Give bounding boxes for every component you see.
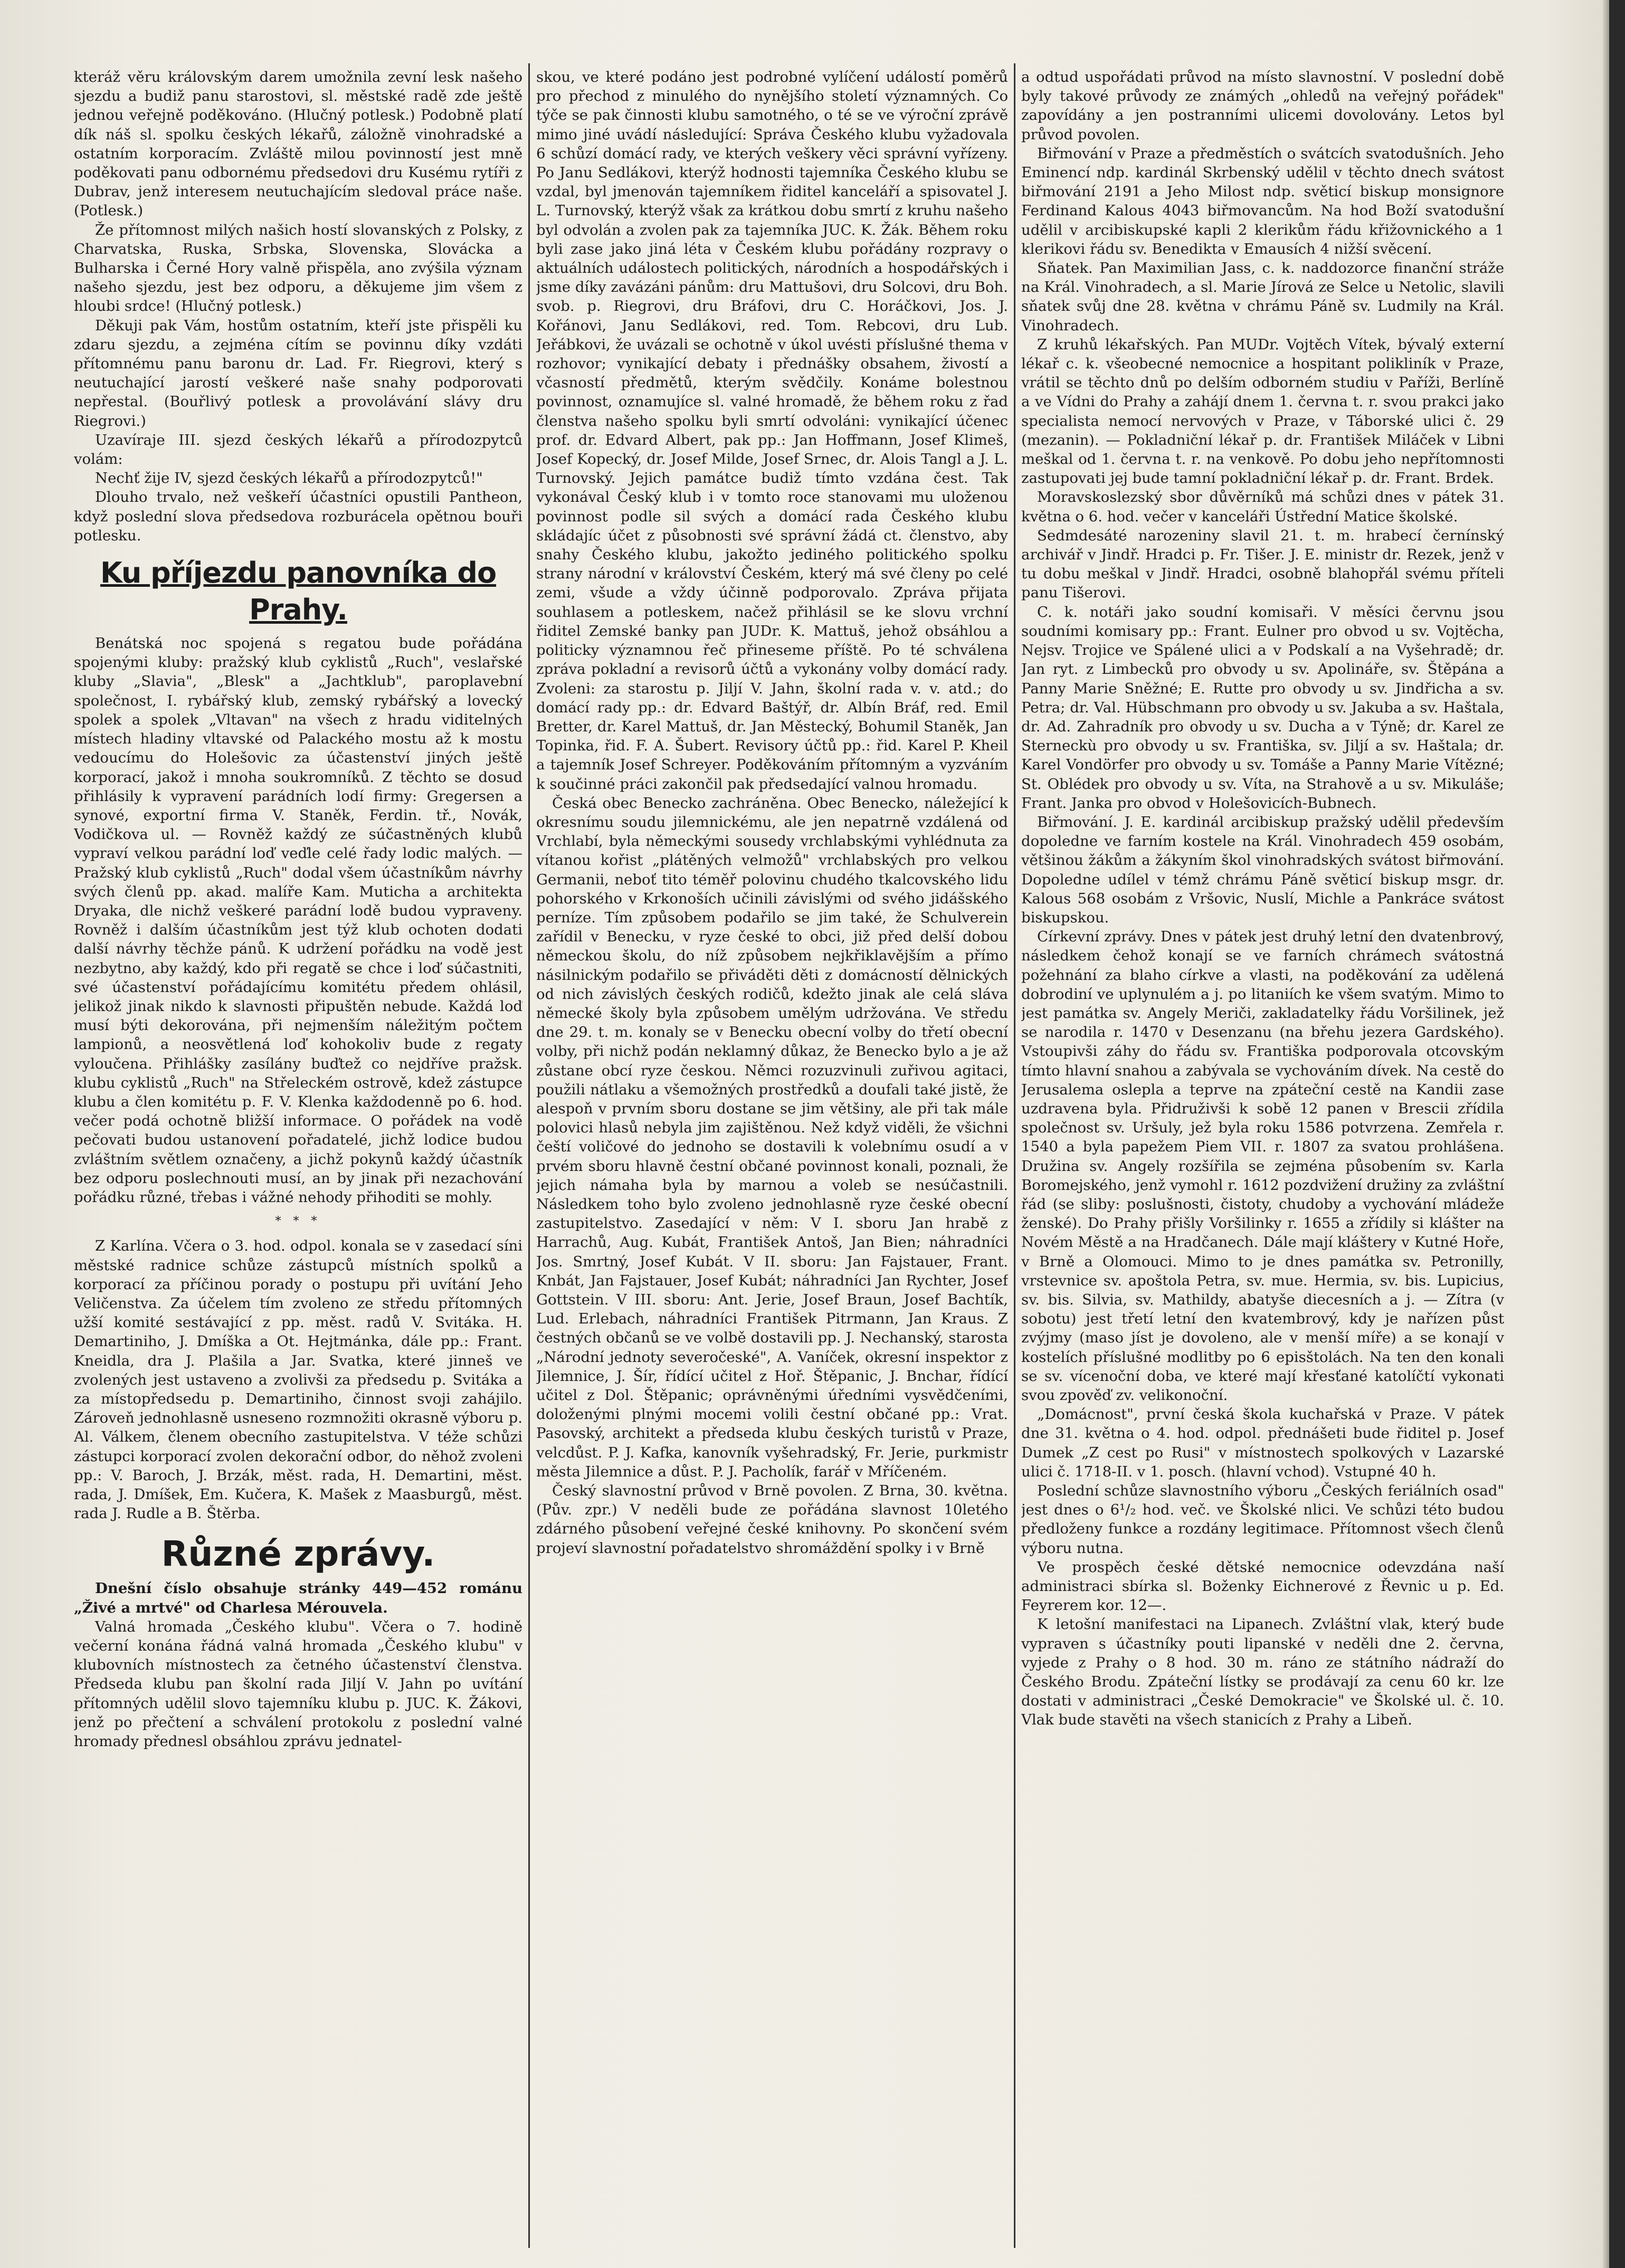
section-headline: Ku příjezdu panovníka do Prahy. (100, 556, 497, 627)
paragraph: „Domácnost", první česká škola kuchařská v Praze. V pátek dne 31. května o 4. hod. odpol. přednášeti bude řiditel p. Josef Dumek „Z cest po Rusi" v místnostech spolkových v Lazarské ulici č. 1718-II. v 1. posch. (hlavní vchod). Vstupné 40 h. (1021, 1406, 1504, 1480)
paragraph: Biřmování. J. E. kardinál arcibiskup pražský udělil především dopoledne ve farním kostele na Král. Vinohradech 459 osobám, většinou žákům a žákyním škol vinohradských svátost biřmování. Dopoledne udílel v témž chrámu Páně světicí biskup msgr. dr. Kalous 568 osobám z Vršovic, Nuslí, Michle a Pankráce svátost biskupskou. (1021, 813, 1504, 926)
paragraph: Český slavnostní průvod v Brně povolen. Z Brna, 30. května. (Pův. zpr.) V neděli bude ze pořádána slavnost 10letého zdárného působení veřejné české knihovny. Po skončení svém projeví slavnostní pořadatelstvo shromáždění spolky i v Brně (536, 1482, 1008, 1557)
paragraph: Valná hromada „Českého klubu". Včera o 7. hodině večerní konána řádná valná hromada „Českého klubu" v klubovních místnostech za četného účastenství členstva. Předseda klubu pan školní rada Jiljí V. Jahn po uvítání přítomných udělil slovo tajemníku klubu p. JUC. K. Žákovi, jenž po přečtení a schválení protokolu z poslední valné hromady přednesl obsáhlou zprávu jednatel- (74, 1618, 522, 1750)
paragraph: Z kruhů lékařských. Pan MUDr. Vojtěch Vítek, bývalý externí lékař c. k. všeobecné nemocnice a hospitant polikliník v Praze, vrátil se těchto dnů po delším odborném studiu v Paříži, Berlíně a ve Vídni do Prahy a zahájí dnem 1. června t. r. svou prakci jako specialista nemocí nervových v Praze, v Táborské ulici č. 29 (mezanin). — Pokladniční lékař p. dr. František Miláček v Libni meškal od 1. června t. r. na venkově. Po dobu jeho nepřítomnosti zastupovati jej bude tamní pokladniční lékař p. dr. Frant. Brdek. (1021, 336, 1504, 487)
section-headline-2: Různé zprávy. (161, 1533, 435, 1575)
paragraph: Uzavíraje III. sjezd českých lékařů a přírodozpytců volám: (74, 431, 522, 468)
paragraph: a odtud uspořádati průvod na místo slavnostní. V poslední době byly takové průvody ze známých „ohledů na veřejný pořádek" zapovídány a jen postranními ulicemi dovolovány. Letos byl průvod povolen. (1021, 69, 1504, 143)
paragraph: Ve prospěch české dětské nemocnice odevzdána naší administraci sbírka sl. Boženky Eichnerové z Řevnic u p. Ed. Feyrerem kor. 12—. (1021, 1558, 1504, 1614)
divider-stars: * * * (275, 1215, 321, 1228)
paragraph: Sňatek. Pan Maximilian Jass, c. k. naddozorce finanční stráže na Král. Vinohradech, a sl. Marie Jírová ze Selce u Netolic, slavili sňatek svůj dne 28. května v chrámu Páně sv. Ludmily na Král. Vinohradech. (1021, 260, 1504, 334)
paragraph: Církevní zprávy. Dnes v pátek jest druhý letní den dvatenbrový, následkem čehož konají se ve farních chrámech svátostná požehnání za blaho církve a vlasti, na poděkování za udělená dobrodiní ve uplynulém a j. po litaniích ke všem svatým. Mimo to jest památka sv. Angely Meriči, zakladatelky řádu Voršilinek, jež se narodila r. 1470 v Desenzanu (na břehu jezera Gardského). Vstoupivši záhy do řádu sv. Františka podporovala otcovským tímto hlavní snahou a zabývala se vychováním dívek. Na cestě do Jerusalema oslepla a teprve na zpáteční cestě na Kandii zase uzdravena byla. Přidruživši k sobě 12 panen v Brescii zřídila společnost sv. Uršuly, jež byla roku 1586 potvrzena. Zemřela r. 1540 a byla papežem Piem VII. r. 1807 za svatou prohlášena. Družina sv. Angely rozšířila se zejména působením sv. Karla Boromejského, jenž vymohl r. 1612 pozdvižení družiny za zvláštní řád (se sliby: poslušnosti, čistoty, chudoby a vychování mládeže ženské). Do Prahy přišly Voršilinky r. 1655 a zřídily si klášter na Novém Městě a na Hradčanech. Dále mají kláštery v Kutné Hoře, v Brně a Olomouci. Mimo to je dnes památka sv. Petronilly, vrstevnice sv. apoštola Petra, sv. mue. Hermia, sv. bis. Lupicius, sv. bis. Silvia, sv. Mathildy, abatyše diecesních a j. — Zítra (v sobotu) jest třetí letní den kvatembrový, kdy je nařízen půst zvýjmy (maso jíst je dovoleno, ale v menší míře) a se konají v kostelích příslušné modlitby po 6 episštolách. Na ten den konali se sv. vícenoční doba, ve které mají křesťané katolíčtí vykonati svou zpověď zv. velikonoční. (1021, 928, 1504, 1404)
paragraph: K letošní manifestaci na Lipanech. Zvláštní vlak, který bude vypraven s účastníky pouti lipanské v neděli dne 2. června, vyjede z Prahy o 8 hod. 30 m. ráno ze státního nádraží do Českého Brodu. Zpáteční lístky se prodávají za cenu 60 kr. lze dostati v administraci „České Demokracie" ve Školské ul. č. 10. Vlak bude stavěti na všech stanicích z Prahy a Libeň. (1021, 1616, 1504, 1729)
paragraph: skou, ve které podáno jest podrobné vylíčení událostí poměrů pro přechod z minulého do nynějšího století významných. Co týče se pak činnosti klubu samotného, o té se ve výroční zprávě mimo jiné uvádí následující: Správa Českého klubu vyžadovala 6 schůzí domácí rady, ve kterých veškery věci správní vyřízeny. Po Janu Sedlákovi, kterýž hodnosti tajemníka Českého klubu se vzdal, byl jmenován tajemníkem řiditel kanceláří a spisovatel J. L. Turnovský, kterýž však za krátkou dobu smrtí z kruhu našeho byl odvolán a zvolen pak za tajemníka JUC. K. Žák. Během roku byli zase jako jiná léta v Českém klubu pořádány rozpravy o aktuálních událostech politických, národních a hospodářských i jsme díky zavázáni pánům: dru Mattušovi, dru Solcovi, dru Boh. svob. p. Riegrovi, dru Bráfovi, dru C. Horáčkovi, Jos. J. Kořánovi, Janu Sedlákovi, red. Tom. Rebcovi, dru Lub. Jeřábkovi, že uvázali se ochotně v úkol uvésti příslušné thema v rozhovor; vynikající debaty i přednášky obsahem, živostí a včasností předmětů, kterým svědčily. Konáme bolestnou povinnost, oznamujíce sl. valné hromadě, že během roku z řad členstva našeho spolku byli smrtí odvoláni: vynikající účenec prof. dr. Edvard Albert, pak pp.: Jan Hoffmann, Josef Klimeš, Josef Kopecký, dr. Josef Milde, Josef Srnec, dr. Alois Tangl a J. L. Turnovský. Jejich památce budiž tímto vzdána čest. Tak vykonával Český klub i v tomto roce stanovami mu uloženou povinnost podle sil svých a domácí rada Českého klubu skládajíc účet z působnosti své správní žádá ct. členstvo, aby snahy Českého klubu, jakožto jediného politického spolku strany národní v království Českém, který má své členy po celé zemi, všude a vždy účinně podporovalo. Zpráva přijata souhlasem a potleskem, načež přihlásil se ke slovu vrchní řiditel Zemské banky pan JUDr. K. Mattuš, jehož obsáhlou a politicky významnou řeč přineseme příště. Po té schválena zpráva pokladní a revisorů účtů a vykonány volby domácí rady. Zvoleni: za starostu p. Jiljí V. Jahn, školní rada v. v. atd.; do domácí rady pp.: dr. Edvard Baštýř, dr. Albín Bráf, red. Emil Bretter, dr. Karel Mattuš, dr. Jan Městecký, Bohumil Staněk, Jan Topinka, řid. F. A. Šubert. Revisory účtů pp.: řid. Karel P. Kheil a tajemník Josef Schreyer. Poděkováním přítomným a vyzváním k součinné práci zakončil pak předsedající valnou hromadu. (536, 69, 1008, 793)
paragraph: Dlouho trvalo, než veškeří účastníci opustili Pantheon, když poslední slova předsedova rozburácela opětnou bouři potlesku. (74, 489, 522, 544)
paragraph: Benátská noc spojená s regatou bude pořádána spojenými kluby: pražský klub cyklistů „Ruch", veslařské kluby „Slavia", „Blesk" a „Jachtklub", paroplavební společnost, I. rybářský klub, zemský rybářský a lovecký spolek a spolek „Vltavan" na všech z hradu viditelných místech hladiny vltavské od Palackého mostu až k mostu vedoucímu do Holešovic za účastenství jiných ještě korporací, jakož i mnoha soukromníků. Z těchto se dosud přihlásily k vypravení parádních lodí firmy: Gregersen a synové, exportní firma V. Staněk, Ferdin. tř., Novák, Vodičkova ul. — Rovněž každý ze súčastněných klubů vypraví velkou parádní loď veďle celé řady lodic malých. — Pražský klub cyklistů „Ruch" dodal všem účastníkům návrhy svých členů pp. akad. malíře Kam. Muticha a architekta Dryaka, dle nichž veškeré parádní lodě budou vypraveny. Rovněž i dalším účastníkům jest týž klub ochoten dodati další návrhy těchže pánů. K udržení pořádku na vodě jest nezbytno, aby každý, kdo při regatě se chce i loď súčastniti, své účastenství pořádajícímu komitétu předem ohlásil, jelikož jinak nikdo k slavnosti připuštěn nebude. Každá loď musí býti dekorována, při nejmenším náležitým počtem lampionů, a neosvětlená loď kohokoliv bude z regaty vyloučena. Přihlášky zasílány buďtež co nejdříve pražsk. klubu cyklistů „Ruch" na Střeleckém ostrově, kdež zástupce klubu a člen komitétu p. F. V. Klenka každodenně po 6. hod. večer podá ochotně bližší informace. O pořádek na vodě pečovati budou ustanovení pořadatelé, jichž lodice budou zvláštním světlem označeny, a jichž pokynů každý účastník bez odporu poslechnouti musí, an by jinak při nezachování pořádku různé, třebas i vážné nehody přihoditi se mohly. (74, 635, 522, 1206)
paragraph: Nechť žije IV, sjezd českých lékařů a přírodozpytců!" (95, 470, 483, 487)
paragraph: Dnešní číslo obsahuje stránky 449—452 románu „Živé a mrtvé" od Charlesa Mérouvela. (74, 1580, 522, 1616)
column-rule-2 (1014, 63, 1015, 2248)
paragraph: Z Karlína. Včera o 3. hod. odpol. konala se v zasedací síni městské radnice schůze zástupců místních spolků a korporací za příčinou porady o postupu při uvítání Jeho Veličenstva. Za účelem tím zvoleno ze středu přítomných užší komité sestávající z pp. měst. radů V. Svitáka. H. Demartiniho, J. Dmíška a Ot. Hejtmánka, dále pp.: Frant. Kneidla, dra J. Plašila a Jar. Svatka, které jinneš ve zvolených jest ustaveno a zvolivši za předsedu p. Svitáka a za místopředsedu p. Demartiniho, činnost svoji zahájilo. Zároveň jednohlasně usneseno rozmnožiti okrasně výboru p. Al. Válkem, členem obecního zastupitelstva. V téže schůzi zástupci korporací zvolen dekorační odbor, do něhož zvoleni pp.: V. Baroch, J. Brzák, měst. rada, H. Demartini, měst. rada, J. Dmíšek, Em. Kučera, K. Mašek z Maasburgů, měst. rada J. Rudle a B. Štěrba. (74, 1237, 522, 1522)
paragraph: Biřmování v Praze a předměstích o svátcích svatodušních. Jeho Eminencí ndp. kardinál Skrbenský udělil v těchto dnech svátost biřmování 2191 a Jeho Milost ndp. světicí biskup monsignore Ferdinand Kalous 4043 biřmovancům. Na hod Boží svatodušní udělil v arcibiskupské kapli 2 klerikům řádu křižovnického a 1 klerikovi řádu sv. Benedikta v Emausích 4 nižší svěcení. (1021, 145, 1504, 258)
paragraph: Sedmdesáté narozeniny slavil 21. t. m. hrabecí černínský archivář v Jindř. Hradci p. Fr. Tišer. J. E. ministr dr. Rezek, jenž v tu dobu meškal v Jindř. Hradci, osobně blahopřál svému příteli panu Tišerovi. (1021, 527, 1504, 602)
paragraph: Děkuji pak Vám, hostům ostatním, kteří jste přispěli ku zdaru sjezdu, a zejména cítím se povinnu díky vzdáti přítomnému panu baronu dr. Lad. Fr. Riegrovi, který s neutuchající jarostí veškeré naše snahy podporovati nepřestal. (Bouřlivý potlesk a provolávání slávy dru Riegrovi.) (74, 317, 522, 430)
paragraph: Moravskoslezský sbor důvěrníků má schůzi dnes v pátek 31. května o 6. hod. večer v kanceláři Ústřední Matice školské. (1021, 489, 1504, 525)
paragraph: C. k. notáři jako soudní komisaři. V měsíci červnu jsou soudními komisary pp.: Frant. Eulner pro obvod u sv. Vojtěcha, Nejsv. Trojice ve Spálené ulici a v Podskalí a na Vyšehradě; dr. Jan ryt. z Limbecků pro obvody u sv. Apolináře, sv. Štěpána a Panny Marie Sněžné; E. Rutte pro obvody u sv. Jindřicha a sv. Petra; dr. Val. Hübschmann pro obvody u sv. Jakuba a sv. Haštala, dr. Ad. Zahradník pro obvody u sv. Ducha a v Týně; dr. Karel ze Sterneckù pro obvody u sv. Františka, sv. Jiljí a sv. Haštala; dr. Karel Vondörfer pro obvody u sv. Tomáše a Panny Marie Vítězné; St. Oblédek pro obvody u sv. Víta, na Strahově a u sv. Mikuláše; Frant. Janka pro obvod v Holešovicích-Bubnech. (1021, 603, 1504, 812)
column-3 (1021, 68, 1504, 2242)
column-rule-1 (528, 63, 530, 2248)
paragraph: Poslední schůze slavnostního výboru „Českých feriálních osad" jest dnes o 6¹/₂ hod. več. ve Školské nlici. Ve schůzi této budou předloženy funkce a rozdány legitimace. Přítomnost všech členů výboru nutna. (1021, 1482, 1504, 1557)
column-1 (74, 68, 522, 2242)
scan-edge-shadow (1603, 0, 1609, 2268)
column-2 (536, 68, 1008, 2242)
paragraph: Česká obec Benecko zachráněna. Obec Benecko, náležející k okresnímu soudu jilemnickému, ale jen nepatrně vzdálená od Vrchlabí, byla německými sousedy vrchlabskými vyhlédnuta za vítanou kořist „plátěných velmožů" vrchlabských pro velkou Germanii, neboť tito téměř polovinu chudého tkalcovského lidu pohorského v Krkonoších učinili závislými od svého jidášského perníze. Tím způsobem podařilo se jim také, že Schulverein zařídil v Benecku, v ryze české to obci, již před delší dobou německou školu, do níž způsobem nejkřiklavějším a přímo násilnickým podařilo se přiváděti děti z domácností dělnických od nich závislých českých rodičů, kdežto jinak ale celá sláva německé školy byla způsobem umělým udržována. Ve středu dne 29. t. m. konaly se v Benecku obecní volby do třetí obecní volby, při nichž podán neklamný důkaz, že Benecko bylo a je až zůstane obcí ryze českou. Němci rozuzvinuli zuřivou agitaci, použili nátlaku a všemožných prostředků a doufali také jistě, že alespoň v prvním sboru dostane se jim většiny, ale při tak mále polovici hlasů nebyla jim zajištěnou. Než když viděli, že všichni čeští voličové do jednoho se dostavili k volebnímu osudí a v prvém sboru hlavně čestní občané povinnost konali, poznali, že jejich námaha byla by marnou a voleb se nesúčastnili. Následkem toho bylo zvoleno jednohlasně ryze české obecní zastupitelstvo. Zasedající v něm: V I. sboru Jan hrabě z Harrachů, Aug. Kubát, František Antoš, Jan Bien; náhradníci Jos. Smrtný, Josef Kubát. V II. sboru: Jan Fajstauer, Frant. Knbát, Jan Fajstauer, Josef Kubát; náhradníci Jan Rychter, Josef Gottstein. V III. sboru: Ant. Jerie, Josef Braun, Josef Bachtík, Lud. Erlebach, náhradníci František Pitrmann, Jan Kraus. Z čestných občanů se ve volbě dostavili pp. J. Nechanský, starosta „Národní jednoty severočeské", A. Vaníček, okresní inspektor z Jilemnice, J. Šír, řídící učitel z Hoř. Štěpanic, J. Bnchar, řídící učitel z Dol. Štěpanic; oprávněnými úředními vysvědčeními, doloženými plnými mocemi volili čestní občané pp.: Vrat. Pasovský, architekt a předseda klubu českých turistů v Praze, velcdůst. P. J. Kafka, kanovník vyšehradský, Fr. Jerie, purkmistr města Jilemnice a důst. P. J. Pacholík, farář v Mříčeném. (536, 794, 1008, 1480)
scan-edge (1609, 0, 1625, 2268)
paragraph: Že přítomnost milých našich hostí slovanských z Polsky, z Charvatska, Ruska, Srbska, Slovenska, Slovácka a Bulharska i Černé Hory valně přispěla, ano zvýšila význam našeho sjezdu, jest bez odporu, a děkujeme jim všem z hloubi srdce! (Hlučný potlesk.) (74, 221, 522, 315)
paragraph: kteráž věru královským darem umožnila zevní lesk našeho sjezdu a budiž panu starostovi, sl. městské radě zde ještě jednou veřejně poděkováno. (Hlučný potlesk.) Podobně platí dík náš sl. spolku českých lékařů, záložně vinohradské a ostatním korporacím. Zvláště milou povinností jest mně poděkovati panu odbornému předsedovi dru Kusému rytíři z Dubrav, jenž interesem neutuchajícím sledoval práce naše. (Potlesk.) (74, 69, 522, 220)
